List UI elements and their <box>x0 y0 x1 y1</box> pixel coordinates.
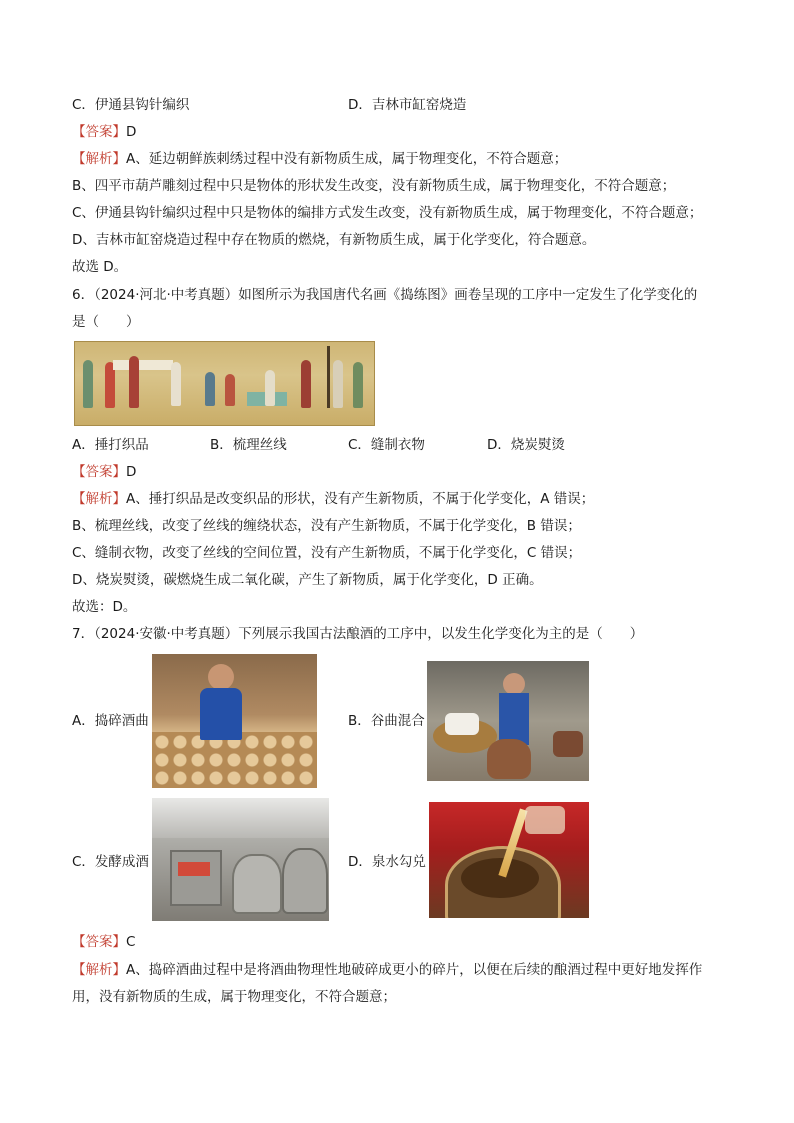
q6-analysis-a: 【解析】A、捶打织品是改变织品的形状，没有产生新物质，不属于化学变化，A 错误； <box>72 491 595 507</box>
q7-answer: 【答案】C <box>72 934 136 950</box>
q6-stem-line2: 是（ ） <box>72 314 140 330</box>
q5-option-c: C．伊通县钩针编织 <box>72 97 190 113</box>
q7-option-a: A．捣碎酒曲 <box>72 713 149 729</box>
q7-analysis-line1: 【解析】A、捣碎酒曲过程中是将酒曲物理性地破碎成更小的碎片，以便在后续的酿酒过程中更好地发挥作 <box>72 962 703 978</box>
q7-stem: 7．（2024·安徽·中考真题）下列展示我国古法酿酒的工序中，以发生化学变化为主的是（ ） <box>72 626 644 642</box>
q6-painting-image <box>74 341 375 426</box>
q6-analysis-c: C、缝制衣物，改变了丝线的空间位置，没有产生新物质，不属于化学变化，C 错误； <box>72 545 582 561</box>
q7-image-a-pounding-yeast <box>152 654 317 788</box>
q6-option-b: B．梳理丝线 <box>210 437 287 453</box>
q6-analysis-d: D、烧炭熨烫，碳燃烧生成二氧化碳，产生了新物质，属于化学变化，D 正确。 <box>72 572 543 588</box>
q7-option-b: B．谷曲混合 <box>348 713 425 729</box>
q6-answer: 【答案】D <box>72 464 137 480</box>
q7-option-d: D．泉水勾兑 <box>348 854 426 870</box>
q5-analysis-d: D、吉林市缸窑烧造过程中存在物质的燃烧，有新物质生成，属于化学变化，符合题意。 <box>72 232 596 248</box>
q6-option-c: C．缝制衣物 <box>348 437 425 453</box>
q6-conclusion: 故选：D。 <box>72 599 137 615</box>
q5-analysis-a: 【解析】A、延边朝鲜族刺绣过程中没有新物质生成，属于物理变化，不符合题意； <box>72 151 568 167</box>
q7-image-b-mixing-grain <box>427 661 589 781</box>
q7-analysis-line2: 用，没有新物质的生成，属于物理变化，不符合题意； <box>72 989 396 1005</box>
q5-analysis-b: B、四平市葫芦雕刻过程中只是物体的形状发生改变，没有新物质生成，属于物理变化，不符合题意； <box>72 178 676 194</box>
q7-option-c: C．发酵成酒 <box>72 854 149 870</box>
q5-analysis-c: C、伊通县钩针编织过程中只是物体的编排方式发生改变，没有新物质生成，属于物理变化，不符合题意； <box>72 205 703 221</box>
q5-option-d: D．吉林市缸窑烧造 <box>348 97 467 113</box>
q5-conclusion: 故选 D。 <box>72 259 128 275</box>
q6-option-d: D．烧炭熨烫 <box>487 437 565 453</box>
q6-stem-line1: 6．（2024·河北·中考真题）如图所示为我国唐代名画《捣练图》画卷呈现的工序中一定发生了化学变化的 <box>72 287 698 303</box>
q7-image-c-fermenting <box>152 798 329 921</box>
q7-image-d-blending-water <box>429 802 589 918</box>
q6-option-a: A．捶打织品 <box>72 437 149 453</box>
q5-answer: 【答案】D <box>72 124 137 140</box>
q6-analysis-b: B、梳理丝线，改变了丝线的缠绕状态，没有产生新物质，不属于化学变化，B 错误； <box>72 518 581 534</box>
